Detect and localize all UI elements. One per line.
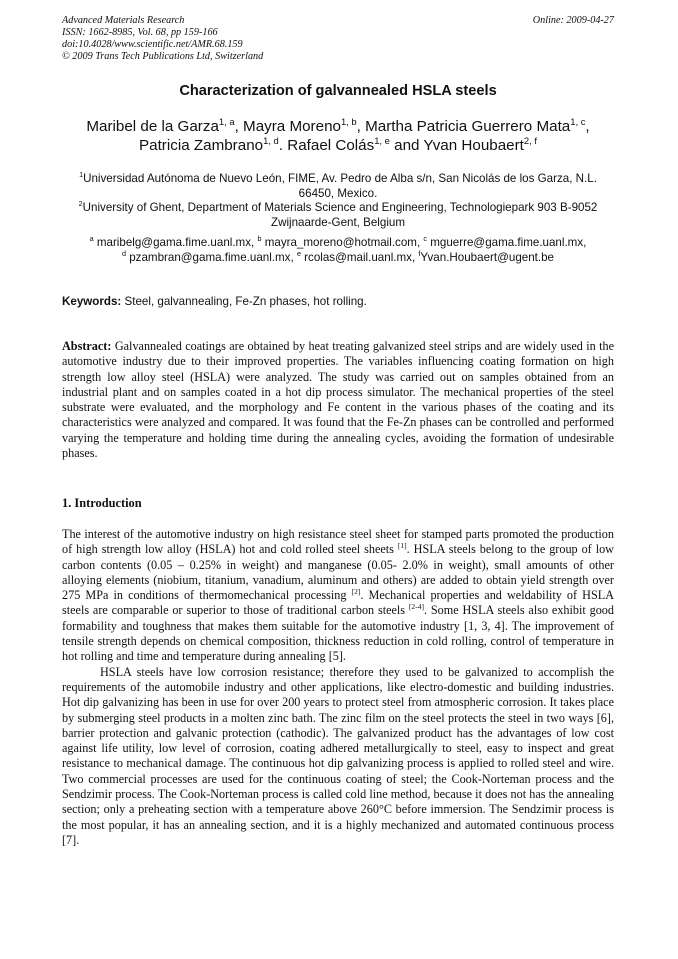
author: Martha Patricia Guerrero Mata$^{1, c}$, bbox=[365, 115, 590, 135]
citation: [2] bbox=[351, 587, 361, 597]
issn-line: ISSN: 1662-8985, Vol. 68, pp 159-166 bbox=[62, 27, 218, 38]
author: Maribel de la Garza$^{1, a}$, bbox=[86, 115, 244, 135]
affiliation-1: $^1$Universidad Autónoma de Nuevo León, FIME, Av. Pedro de Alba s/n, San Nicolás de los Garza, N.L. 66450, Mexico. bbox=[79, 170, 597, 200]
email-entry: $^b$ mayra_moreno@hotmail.com, bbox=[257, 234, 424, 249]
paper-title: Characterization of galvannealed HSLA steels bbox=[179, 83, 497, 99]
author: Patricia Zambrano$^{1, d}$. bbox=[139, 134, 288, 154]
author-list bbox=[62, 117, 614, 155]
email-entry: $^f$Yvan.Houbaert@ugent.be bbox=[418, 248, 555, 264]
abstract bbox=[62, 339, 614, 461]
author: Rafael Colás$^{1, e}$ and bbox=[287, 134, 424, 154]
doi-line: doi:10.4028/www.scientific.net/AMR.68.159 bbox=[62, 39, 243, 50]
keywords-text: Steel, galvannealing, Fe-Zn phases, hot rolling. bbox=[124, 295, 367, 308]
author: Yvan Houbaert$^{2, f}$ bbox=[423, 134, 537, 154]
keywords bbox=[62, 295, 614, 309]
email-entry: $^d$ pzambran@gama.fime.uanl.mx, bbox=[121, 248, 297, 264]
email-entry: $^a$ maribelg@gama.fime.uanl.mx, bbox=[89, 234, 258, 249]
abstract-label: Abstract: bbox=[62, 339, 112, 353]
journal-name: Advanced Materials Research bbox=[62, 15, 185, 26]
paragraph-1: The interest of the automotive industry on high resistance steel sheet for stamped parts promoted the production of high strength low alloy (HSLA) hot and cold rolled steel sheets [1]. HSLA steels belong to the group of low carbon contents (0.05 – 0.25% in weight) and manganese (0.05- 2.0% in weight), small amounts of other alloying elements (niobium, titanium, vanadium, aluminum and others) are added to obtain yield strength over 275 MPa in conditions of thermomechanical processing [2]. Mechanical properties and weldability of HSLA steels are comparable or superior to those of traditional carbon steels [2-4]. Some HSLA steels also exhibit good formability and toughness that makes them suitable for the automotive industry [1, 3, 4]. The improvement of tensile strength depends on chemical composition, thickness reduction in cold rolling, control of temperature in hot rolling and time and temperature during annealing [5]. bbox=[62, 527, 615, 664]
paragraph-2: HSLA steels have low corrosion resistance; therefore they used to be galvanized to accomplish the requirements of the automobile industry and other applications, like electro-domestic and building industries. Hot dip galvanizing has been in use for over 200 years to protect steel from atmospheric corrosion. It takes place by submerging steel products in a molten zinc bath. The zinc film on the steel protects the steel in two ways [6], barrier protection and galvanic protection (cathodic). The galvanized product has the advantages of low cost against life utility, low level of corrosion, coating adhered metallurgically to steel, easy to inspect and great resistance to mechanical damage. The continuous hot dip galvanizing process is applied to rolled steel and wire. Two commercial processes are used for the continuous coating of steel; the Cook-Norteman process and the Sendzimir process. The Cook-Norteman process is called cold line method, because it does not has the annealing section; only a preheating section with a temperature above 260°C before immersion. The Sendzimir process is the most popular, it has an annealing section, and it is a highly mechanized and automated continuous process [7]. bbox=[62, 664, 614, 847]
abstract-text: Galvannealed coatings are obtained by heat treating galvanized steel strips and are widely used in the automotive industry due to their improved properties. The variables influencing coating formation on high strength low alloy steel (HSLA) were analyzed. The study was carried out on samples obtained from an industrial plant and on samples coated in a hot dip process simulator. The mechanical properties of the steel substrate were evaluated, and the morphology and Fe content in the various phases of the coating and its characteristics were analyzed and compared. It was found that the Fe-Zn phases can be controlled and performed varying the temperature and holding time during the annealing cycles, avoiding the formation of undesirable phases. bbox=[62, 339, 615, 461]
citation: [1] bbox=[397, 541, 407, 551]
section-heading-introduction: 1. Introduction bbox=[62, 496, 142, 510]
email-list bbox=[62, 236, 614, 265]
introduction-body bbox=[62, 527, 614, 848]
citation: [2-4] bbox=[408, 602, 424, 612]
keywords-label: Keywords: bbox=[62, 295, 122, 308]
affiliation-2: $^2$University of Ghent, Department of Materials Science and Engineering, Technologiepark 903 B-9052 Zwijnaarde-Gent, Belgium bbox=[78, 199, 598, 229]
author: Mayra Moreno$^{1, b}$, bbox=[243, 115, 366, 135]
journal-header bbox=[62, 15, 263, 63]
copyright-line: © 2009 Trans Tech Publications Ltd, Switzerland bbox=[62, 51, 264, 62]
email-entry: $^e$ rcolas@mail.uanl.mx, bbox=[296, 248, 419, 264]
online-date: Online: 2009-04-27 bbox=[532, 15, 614, 26]
email-entry: $^c$ mguerre@gama.fime.uanl.mx, bbox=[423, 234, 587, 249]
